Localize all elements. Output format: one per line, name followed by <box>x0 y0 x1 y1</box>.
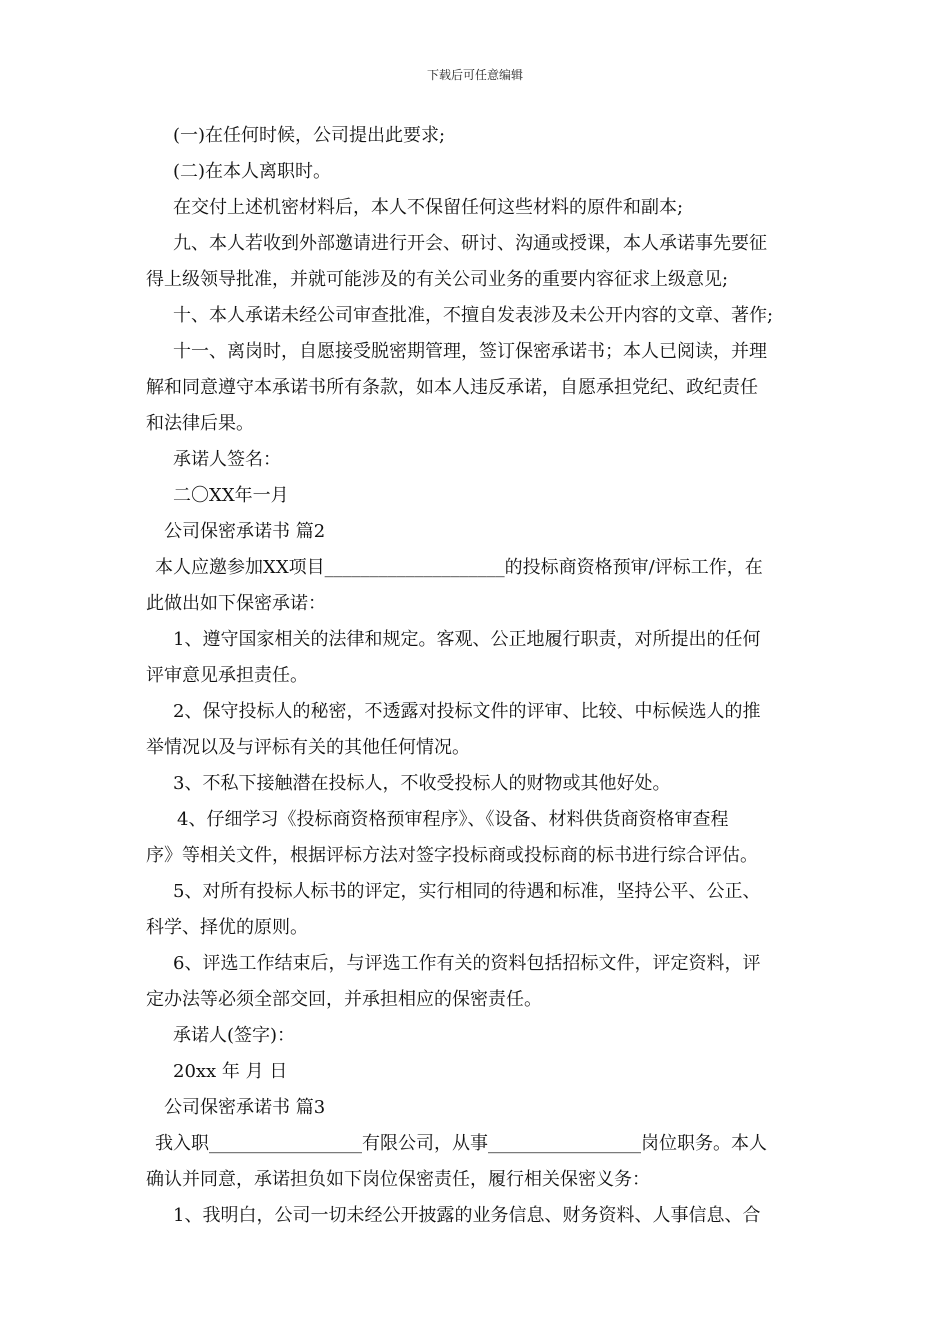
text-line: 定办法等必须全部交回，并承担相应的保密责任。 <box>146 989 542 1010</box>
text-line: 2、保守投标人的秘密，不透露对投标文件的评审、比较、中标候选人的推 <box>173 701 761 722</box>
text-line: 我入职_________________有限公司，从事_________________岗位职务。本人 <box>155 1133 767 1154</box>
text-line: 解和同意遵守本承诺书所有条款，如本人违反承诺，自愿承担党纪、政纪责任 <box>146 377 758 398</box>
text-line: 十、本人承诺未经公司审查批准，不擅自发表涉及未公开内容的文章、著作; <box>173 305 774 326</box>
text-line: 4、仔细学习《投标商资格预审程序》、《设备、材料供货商资格审查程 <box>177 809 729 830</box>
text-line: 本人应邀参加XX项目____________________的投标商资格预审/评标工作，在 <box>155 557 763 578</box>
text-line: (一)在任何时候，公司提出此要求; <box>173 125 446 146</box>
section-title: 公司保密承诺书 篇2 <box>164 521 326 542</box>
text-line: 此做出如下保密承诺： <box>146 593 326 614</box>
text-line: 1、遵守国家相关的法律和规定。客观、公正地履行职责，对所提出的任何 <box>173 629 761 650</box>
text-line: 评审意见承担责任。 <box>146 665 308 686</box>
text-line: 十一、离岗时，自愿接受脱密期管理，签订保密承诺书；本人已阅读，并理 <box>173 341 767 362</box>
text-line: (二)在本人离职时。 <box>173 161 332 182</box>
date-line: 20xx 年 月 日 <box>173 1061 288 1082</box>
document-body <box>146 118 808 1234</box>
date-line: 二〇XX年一月 <box>173 485 289 506</box>
text-line: 确认并同意，承诺担负如下岗位保密责任，履行相关保密义务： <box>146 1169 650 1190</box>
text-line: 5、对所有投标人标书的评定，实行相同的待遇和标准，坚持公平、公正、 <box>173 881 761 902</box>
section-title: 公司保密承诺书 篇3 <box>164 1097 326 1118</box>
text-line: 1、我明白，公司一切未经公开披露的业务信息、财务资料、人事信息、合 <box>173 1205 761 1226</box>
page-header: 下载后可任意编辑 <box>426 68 523 82</box>
text-line: 序》等相关文件，根据评标方法对签字投标商或投标商的标书进行综合评估。 <box>146 845 758 866</box>
text-line: 九、本人若收到外部邀请进行开会、研讨、沟通或授课，本人承诺事先要征 <box>173 233 767 254</box>
text-line: 举情况以及与评标有关的其他任何情况。 <box>146 737 470 758</box>
text-line: 科学、择优的原则。 <box>146 917 308 938</box>
text-line: 得上级领导批准，并就可能涉及的有关公司业务的重要内容征求上级意见; <box>146 269 729 290</box>
text-line: 和法律后果。 <box>146 413 254 434</box>
signature-label: 承诺人签名： <box>173 449 281 470</box>
text-line: 6、评选工作结束后，与评选工作有关的资料包括招标文件，评定资料，评 <box>173 953 761 974</box>
text-line: 在交付上述机密材料后，本人不保留任何这些材料的原件和副本; <box>173 197 684 218</box>
text-line: 3、不私下接触潜在投标人，不收受投标人的财物或其他好处。 <box>173 773 671 794</box>
signature-label: 承诺人(签字)： <box>173 1025 296 1046</box>
